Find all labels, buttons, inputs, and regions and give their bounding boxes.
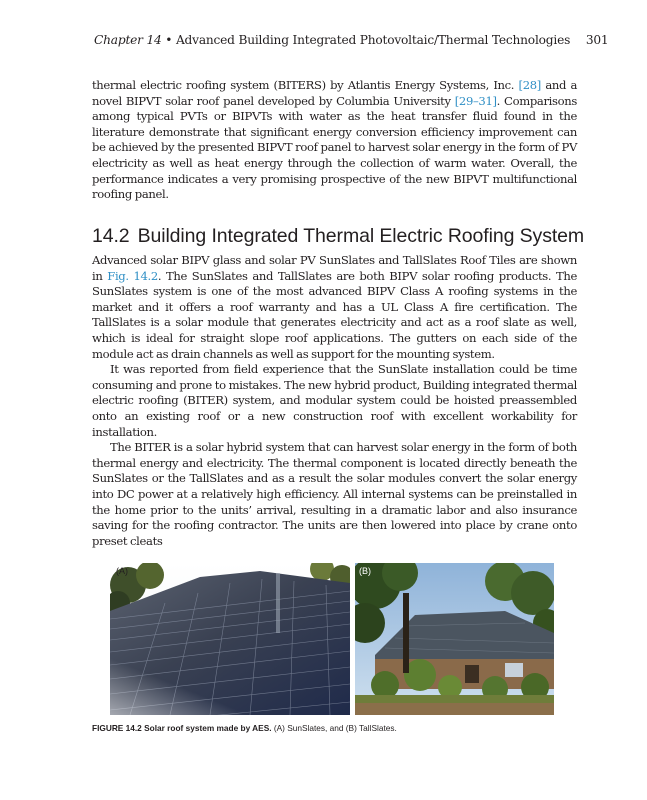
paragraph-1-text-a: Advanced solar BIPV glass and solar PV SunSlates and TallSlates Roof Tiles are shown in [92,253,577,283]
figure-b-tallslates-photo [355,563,554,715]
caption-figure-number: FIGURE 14.2 [92,723,142,733]
paragraph-1 [92,253,577,362]
intro-text-1: thermal electric roofing system (BITERS) by Atlantis Energy Systems, Inc. [92,78,519,92]
page-number: 301 [585,33,609,47]
section-title: Building Integrated Thermal Electric Roofing System [137,225,585,247]
figure-reference-link[interactable]: Fig. 14.2 [107,268,158,283]
header-bullet: • [165,33,173,47]
citation-link-29-31[interactable]: [29–31] [454,93,497,108]
header-title: Advanced Building Integrated Photovoltaic/Thermal Technologies [175,33,571,47]
section-heading [92,225,585,248]
section-body [92,253,577,549]
intro-text-2: and a novel BIPVT solar roof panel developed by Columbia University [92,78,578,108]
section-number: 14.2 [92,225,130,247]
citation-link-28[interactable]: [28] [518,78,541,92]
paragraph-2: It was reported from field experience that the SunSlate installation could be time consuming and prone to mistakes. The new hybrid product, Building integrated thermal electric roofing (BITER) system, and modular system could be hoisted preassembled onto an existing roof or a new construction roof with excellent workability for installation. [92,362,577,439]
header-chapter: Chapter 14 [94,33,162,47]
figure-a-label: (A) [116,566,128,576]
intro-paragraph [92,78,577,203]
caption-title: Solar roof system made by AES. [144,723,272,733]
caption-description: (A) SunSlates, and (B) TallSlates. [271,723,397,733]
figure-a-sunslates-photo [110,563,350,715]
running-header [94,33,609,47]
figure-caption [92,723,577,733]
intro-text-3: . Comparisons among typical PVTs or BIPVTs with water as the heat transfer fluid found in the literature demonstrate that significant energy conversion efficiency improvement can be achieved by the presented BIPVT roof panel to harvest solar energy in the form of PV electricity as well as heat energy through the collection of warm water. Overall, the performance indicates a very promising prospective of the new BIPVT multifunctional roofing panel. [92,93,577,202]
paragraph-1-text-b: . The SunSlates and TallSlates are both BIPV solar roofing products. The SunSlates system is one of the most advanced BIPV Class A roofing systems in the market and it offers a roof warranty and has a UL Class A fire certification. The TallSlates is a solar module that generates electricity and act as a roof slate as well, which is ideal for straight slope roof applications. The gutters on each side of the module act as drain channels as well as support for the mounting system. [92,268,577,361]
paragraph-3: The BITER is a solar hybrid system that can harvest solar energy in the form of both thermal energy and electricity. The thermal component is located directly beneath the SunSlates or the TallSlates and as a result the solar modules convert the solar energy into DC power at a relatively high efficiency. All internal systems can be preinstalled in the home prior to the units’ arrival, resulting in a dramatic labor and also insurance saving for the roofing contractor. The units are then lowered into place by crane onto preset cleats [92,440,577,548]
figure-b-label: (B) [359,566,371,576]
